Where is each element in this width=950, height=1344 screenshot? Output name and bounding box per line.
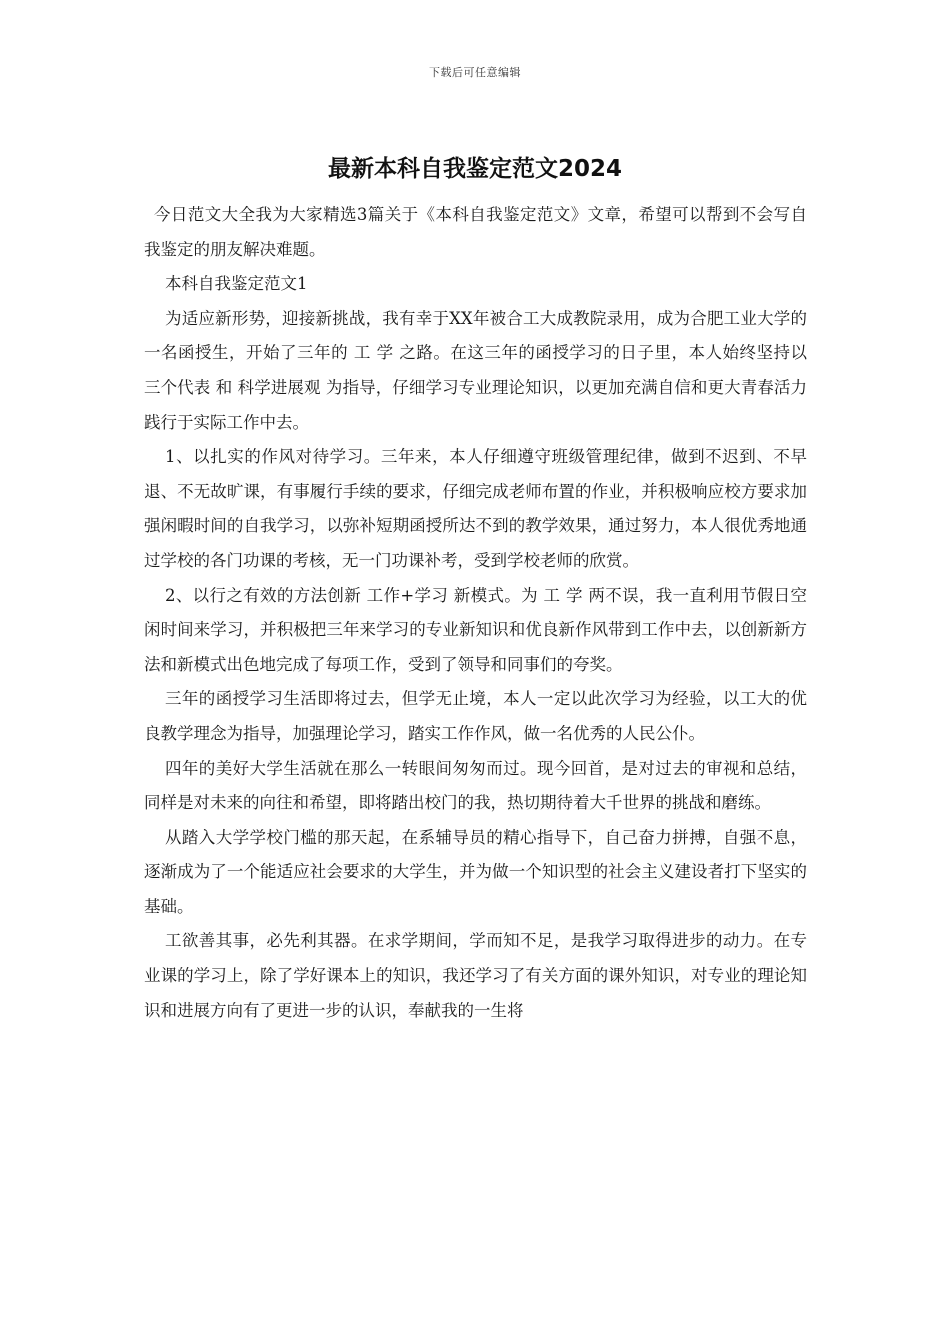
body-paragraph: 为适应新形势，迎接新挑战，我有幸于XX年被合工大成教院录用，成为合肥工业大学的一名函授生，开始了三年的 工 学 之路。在这三年的函授学习的日子里，本人始终坚持以 三个代表 和 科学进展观 为指导，仔细学习专业理论知识，以更加充满自信和更大青春活力践行于实际工作中去。 [144,308,807,432]
body-paragraph: 三年的函授学习生活即将过去，但学无止境，本人一定以此次学习为经验，以工大的优良教学理念为指导，加强理论学习，踏实工作作风，做一名优秀的人民公仆。 [144,689,807,743]
body-paragraph: 2、以行之有效的方法创新 工作+学习 新模式。为 工 学 两不误，我一直利用节假日空闲时间来学习，并积极把三年来学习的专业新知识和优良新作风带到工作中去，以创新新方法和新模式出色地完成了每项工作，受到了领导和同事们的夸奖。 [144,585,807,674]
body-paragraph: 1、以扎实的作风对待学习。三年来，本人仔细遵守班级管理纪律，做到不迟到、不早退、不无故旷课，有事履行手续的要求，仔细完成老师布置的作业，并积极响应校方要求加强闲暇时间的自我学习，以弥补短期函授所达不到的教学效果，通过努力，本人很优秀地通过学校的各门功课的考核，无一门功课补考，受到学校老师的欣赏。 [144,447,807,570]
intro-paragraph: 今日范文大全我为大家精选3篇关于《本科自我鉴定范文》文章，希望可以帮到不会写自我鉴定的朋友解决难题。 [144,205,807,259]
document-title: 最新本科自我鉴定范文2024 [327,156,622,182]
body-paragraph: 四年的美好大学生活就在那么一转眼间匆匆而过。现今回首，是对过去的审视和总结，同样是对未来的向往和希望，即将踏出校门的我，热切期待着大千世界的挑战和磨练。 [144,758,807,813]
body-paragraph: 工欲善其事，必先利其器。在求学期间，学而知不足，是我学习取得进步的动力。在专业课的学习上，除了学好课本上的知识，我还学习了有关方面的课外知识，对专业的理论知识和进展方向有了更进一步的认识，奉献我的一生将 [144,931,807,1020]
section-heading: 本科自我鉴定范文1 [165,274,308,294]
document-body [144,198,807,1028]
body-paragraph: 从踏入大学学校门槛的那天起，在系辅导员的精心指导下，自己奋力拼搏，自强不息，逐渐成为了一个能适应社会要求的大学生，并为做一个知识型的社会主义建设者打下坚实的基础。 [144,827,807,916]
header-note: 下载后可任意编辑 [429,66,521,79]
